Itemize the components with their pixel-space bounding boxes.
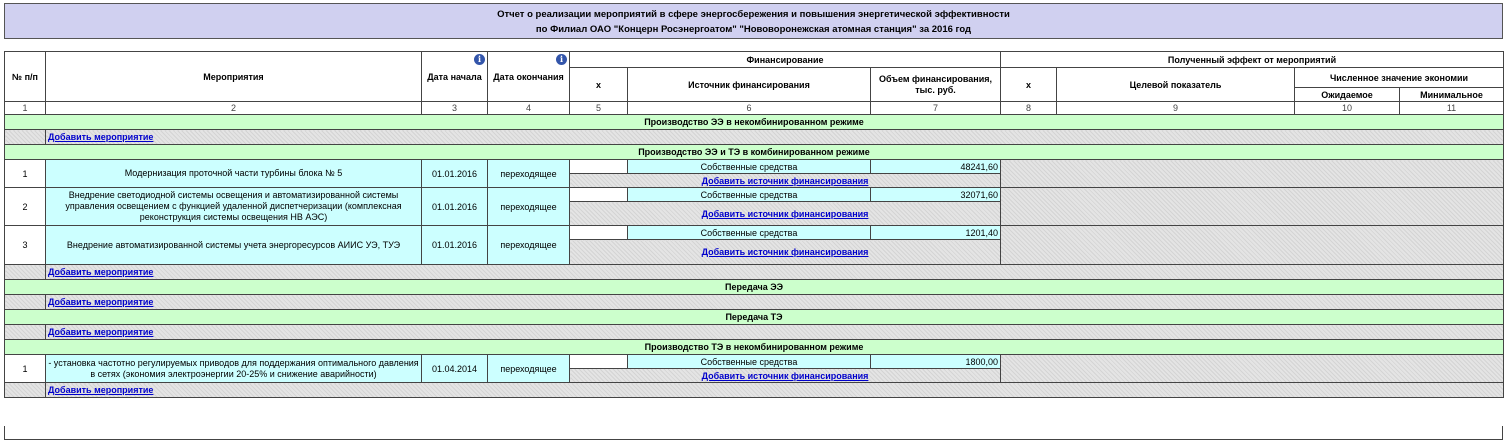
row-volume[interactable]: 1201,40 (871, 226, 1001, 240)
row-fin-x[interactable] (570, 188, 628, 202)
table-row (5, 160, 1504, 174)
row-volume[interactable]: 1800,00 (871, 355, 1001, 369)
info-icon[interactable]: i (474, 54, 485, 65)
col-number: 8 (1001, 102, 1057, 115)
col-number: 3 (422, 102, 488, 115)
row-source[interactable]: Собственные средства (628, 355, 871, 369)
row-name[interactable]: Внедрение светодиодной системы освещения и автоматизированной системы управления освещением с функцией удаленной диспетчеризации (комплексная реконструкция системы освещения НВ АЭС) (46, 188, 422, 226)
row-source[interactable]: Собственные средства (628, 226, 871, 240)
row-start[interactable]: 01.01.2016 (422, 188, 488, 226)
col-number: 9 (1057, 102, 1295, 115)
header-savings: Численное значение экономии (1295, 68, 1504, 88)
row-end[interactable]: переходящее (488, 160, 570, 188)
row-end[interactable]: переходящее (488, 355, 570, 383)
table-row (5, 226, 1504, 240)
col-number: 4 (488, 102, 570, 115)
header-fin-x: х (570, 68, 628, 102)
add-event-link[interactable]: Добавить мероприятие (48, 327, 154, 337)
add-event-link[interactable]: Добавить мероприятие (48, 385, 154, 395)
section-header: Передача ЭЭ (5, 280, 1504, 295)
add-event-link[interactable]: Добавить мероприятие (48, 132, 154, 142)
header-eff-x: х (1001, 68, 1057, 102)
col-number: 6 (628, 102, 871, 115)
info-icon[interactable]: i (556, 54, 567, 65)
header-end-date (488, 52, 570, 102)
row-start[interactable]: 01.01.2016 (422, 226, 488, 265)
row-name[interactable]: - установка частотно регулируемых приводов для поддержания оптимального давления в сетях (экономия электроэнергии 20-25% и снижение аварийности) (46, 355, 422, 383)
add-event-link[interactable]: Добавить мероприятие (48, 267, 154, 277)
report-table (4, 51, 1504, 398)
add-source-link[interactable]: Добавить источник финансирования (701, 370, 869, 381)
header-end-date-label: Дата окончания (493, 71, 564, 82)
row-end[interactable]: переходящее (488, 188, 570, 226)
row-fin-x[interactable] (570, 226, 628, 240)
row-num: 1 (5, 355, 46, 383)
col-number: 2 (46, 102, 422, 115)
row-start[interactable]: 01.01.2016 (422, 160, 488, 188)
table-footer (4, 426, 1503, 440)
col-number: 1 (5, 102, 46, 115)
section-header: Передача ТЭ (5, 310, 1504, 325)
row-fin-x[interactable] (570, 355, 628, 369)
header-fin-volume: Объем финансирования, тыс. руб. (871, 68, 1001, 102)
row-num: 1 (5, 160, 46, 188)
col-number: 10 (1295, 102, 1400, 115)
header-effect: Полученный эффект от мероприятий (1001, 52, 1504, 68)
report-title-line1: Отчет о реализации мероприятий в сфере энергосбережения и повышения энергетической эффективности (497, 9, 1010, 20)
header-num: № п/п (5, 52, 46, 102)
section-header: Производство ТЭ в некомбинированном режиме (5, 340, 1504, 355)
report-title (4, 3, 1503, 39)
add-event-link[interactable]: Добавить мероприятие (48, 297, 154, 307)
row-volume[interactable]: 32071,60 (871, 188, 1001, 202)
row-end[interactable]: переходящее (488, 226, 570, 265)
row-name[interactable]: Модернизация проточной части турбины блока № 5 (46, 160, 422, 188)
add-source-link[interactable]: Добавить источник финансирования (701, 247, 869, 257)
report-title-line2: по Филиал ОАО "Концерн Росэнергоатом" "Нововоронежская атомная станция" за 2016 год (535, 24, 972, 35)
row-source[interactable]: Собственные средства (628, 188, 871, 202)
table-row (5, 188, 1504, 202)
add-source-link[interactable]: Добавить источник финансирования (701, 175, 869, 186)
add-source-link[interactable]: Добавить источник финансирования (701, 208, 869, 219)
header-minimal: Минимальное (1400, 88, 1504, 102)
col-number: 11 (1400, 102, 1504, 115)
table-row (5, 355, 1504, 369)
section-header: Производство ЭЭ в некомбинированном режиме (5, 115, 1504, 130)
row-start[interactable]: 01.04.2014 (422, 355, 488, 383)
row-fin-x[interactable] (570, 160, 628, 174)
header-financing: Финансирование (570, 52, 1001, 68)
header-start-date (422, 52, 488, 102)
section-header: Производство ЭЭ и ТЭ в комбинированном режиме (5, 145, 1504, 160)
row-source[interactable]: Собственные средства (628, 160, 871, 174)
row-name[interactable]: Внедрение автоматизированной системы учета энергоресурсов АИИС УЭ, ТУЭ (46, 226, 422, 265)
header-expected: Ожидаемое (1295, 88, 1400, 102)
col-number: 7 (871, 102, 1001, 115)
header-events: Мероприятия (46, 52, 422, 102)
row-volume[interactable]: 48241,60 (871, 160, 1001, 174)
row-num: 2 (5, 188, 46, 226)
col-number: 5 (570, 102, 628, 115)
header-fin-source: Источник финансирования (628, 68, 871, 102)
header-target: Целевой показатель (1057, 68, 1295, 102)
header-start-date-label: Дата начала (427, 71, 482, 82)
row-num: 3 (5, 226, 46, 265)
